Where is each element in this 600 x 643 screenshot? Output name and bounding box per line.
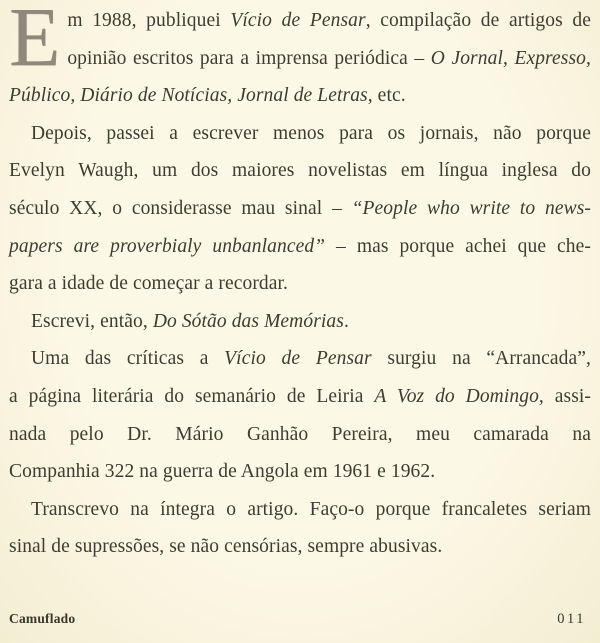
body-text: , compilação de artigos de (365, 10, 591, 31)
paragraph (9, 2, 591, 115)
text-line (9, 453, 591, 491)
italic-text: “People who write to news- (351, 197, 591, 219)
page-number: 011 (557, 611, 586, 627)
paragraph (9, 491, 591, 566)
paragraph (9, 303, 591, 341)
body-text: assi- (543, 385, 592, 407)
text-line (9, 528, 591, 566)
text-line (9, 115, 591, 153)
body-text: . (343, 310, 349, 332)
paragraph (9, 115, 591, 303)
body-text: opinião escritos para a imprensa periódica – (67, 47, 431, 69)
body-text: nada pelo Dr. Mário Ganhão Pereira, meu camarada na (9, 423, 591, 445)
text-line (9, 265, 591, 303)
body-text: a página literária do semanário de Leiria (9, 385, 375, 407)
body-text: m 1988, publiquei (67, 10, 231, 31)
body-text: Evelyn Waugh, um dos maiores novelistas em língua inglesa do (9, 160, 591, 182)
text-line (9, 40, 591, 78)
drop-cap: E (9, 0, 61, 84)
text-line (9, 416, 591, 454)
text-line (9, 152, 591, 190)
text-line (9, 303, 591, 341)
text-line (9, 228, 591, 266)
italic-text: O Jornal, Expresso, (430, 47, 591, 69)
italic-text: Vício de Pensar (224, 348, 372, 370)
italic-text: A Voz do Domingo, (374, 385, 544, 407)
body-text: surgiu na “Arrancada”, (371, 348, 591, 370)
text-line (9, 340, 591, 378)
text-line (9, 77, 591, 115)
running-footer (9, 611, 586, 628)
footer-book-title: Camuflado (9, 611, 76, 626)
body-text: sinal de supressões, se não censórias, sempre abusivas. (9, 536, 443, 558)
body-text: Escrevi, então, (31, 310, 153, 332)
body-text: gara a idade de começar a recordar. (9, 273, 289, 295)
italic-text: Vício de Pensar (230, 10, 366, 31)
text-line (9, 190, 591, 228)
italic-text: Público, Diário de Notícias, Jornal de Letras (9, 85, 368, 107)
body-text: Transcrevo na íntegra o artigo. Faço-o porque francaletes seriam (31, 498, 591, 520)
text-line (9, 491, 591, 529)
body-text: – mas porque achei que che- (325, 235, 591, 257)
italic-text: papers are proverbialy unbanlanced” (9, 235, 326, 257)
body-text: Uma das críticas a (31, 348, 225, 370)
body-text: Depois, passei a escrever menos para os jornais, não porque (31, 122, 591, 144)
body-text: século XX, o considerasse mau sinal – (9, 197, 352, 219)
text-line (9, 2, 591, 40)
body-text: , etc. (367, 85, 406, 107)
text-line (9, 378, 591, 416)
italic-text: Do Sótão das Memórias (152, 310, 344, 332)
body-text: Companhia 322 na guerra de Angola em 1961 e 1962. (9, 461, 436, 483)
paragraph (9, 340, 591, 490)
text-block (9, 2, 591, 566)
